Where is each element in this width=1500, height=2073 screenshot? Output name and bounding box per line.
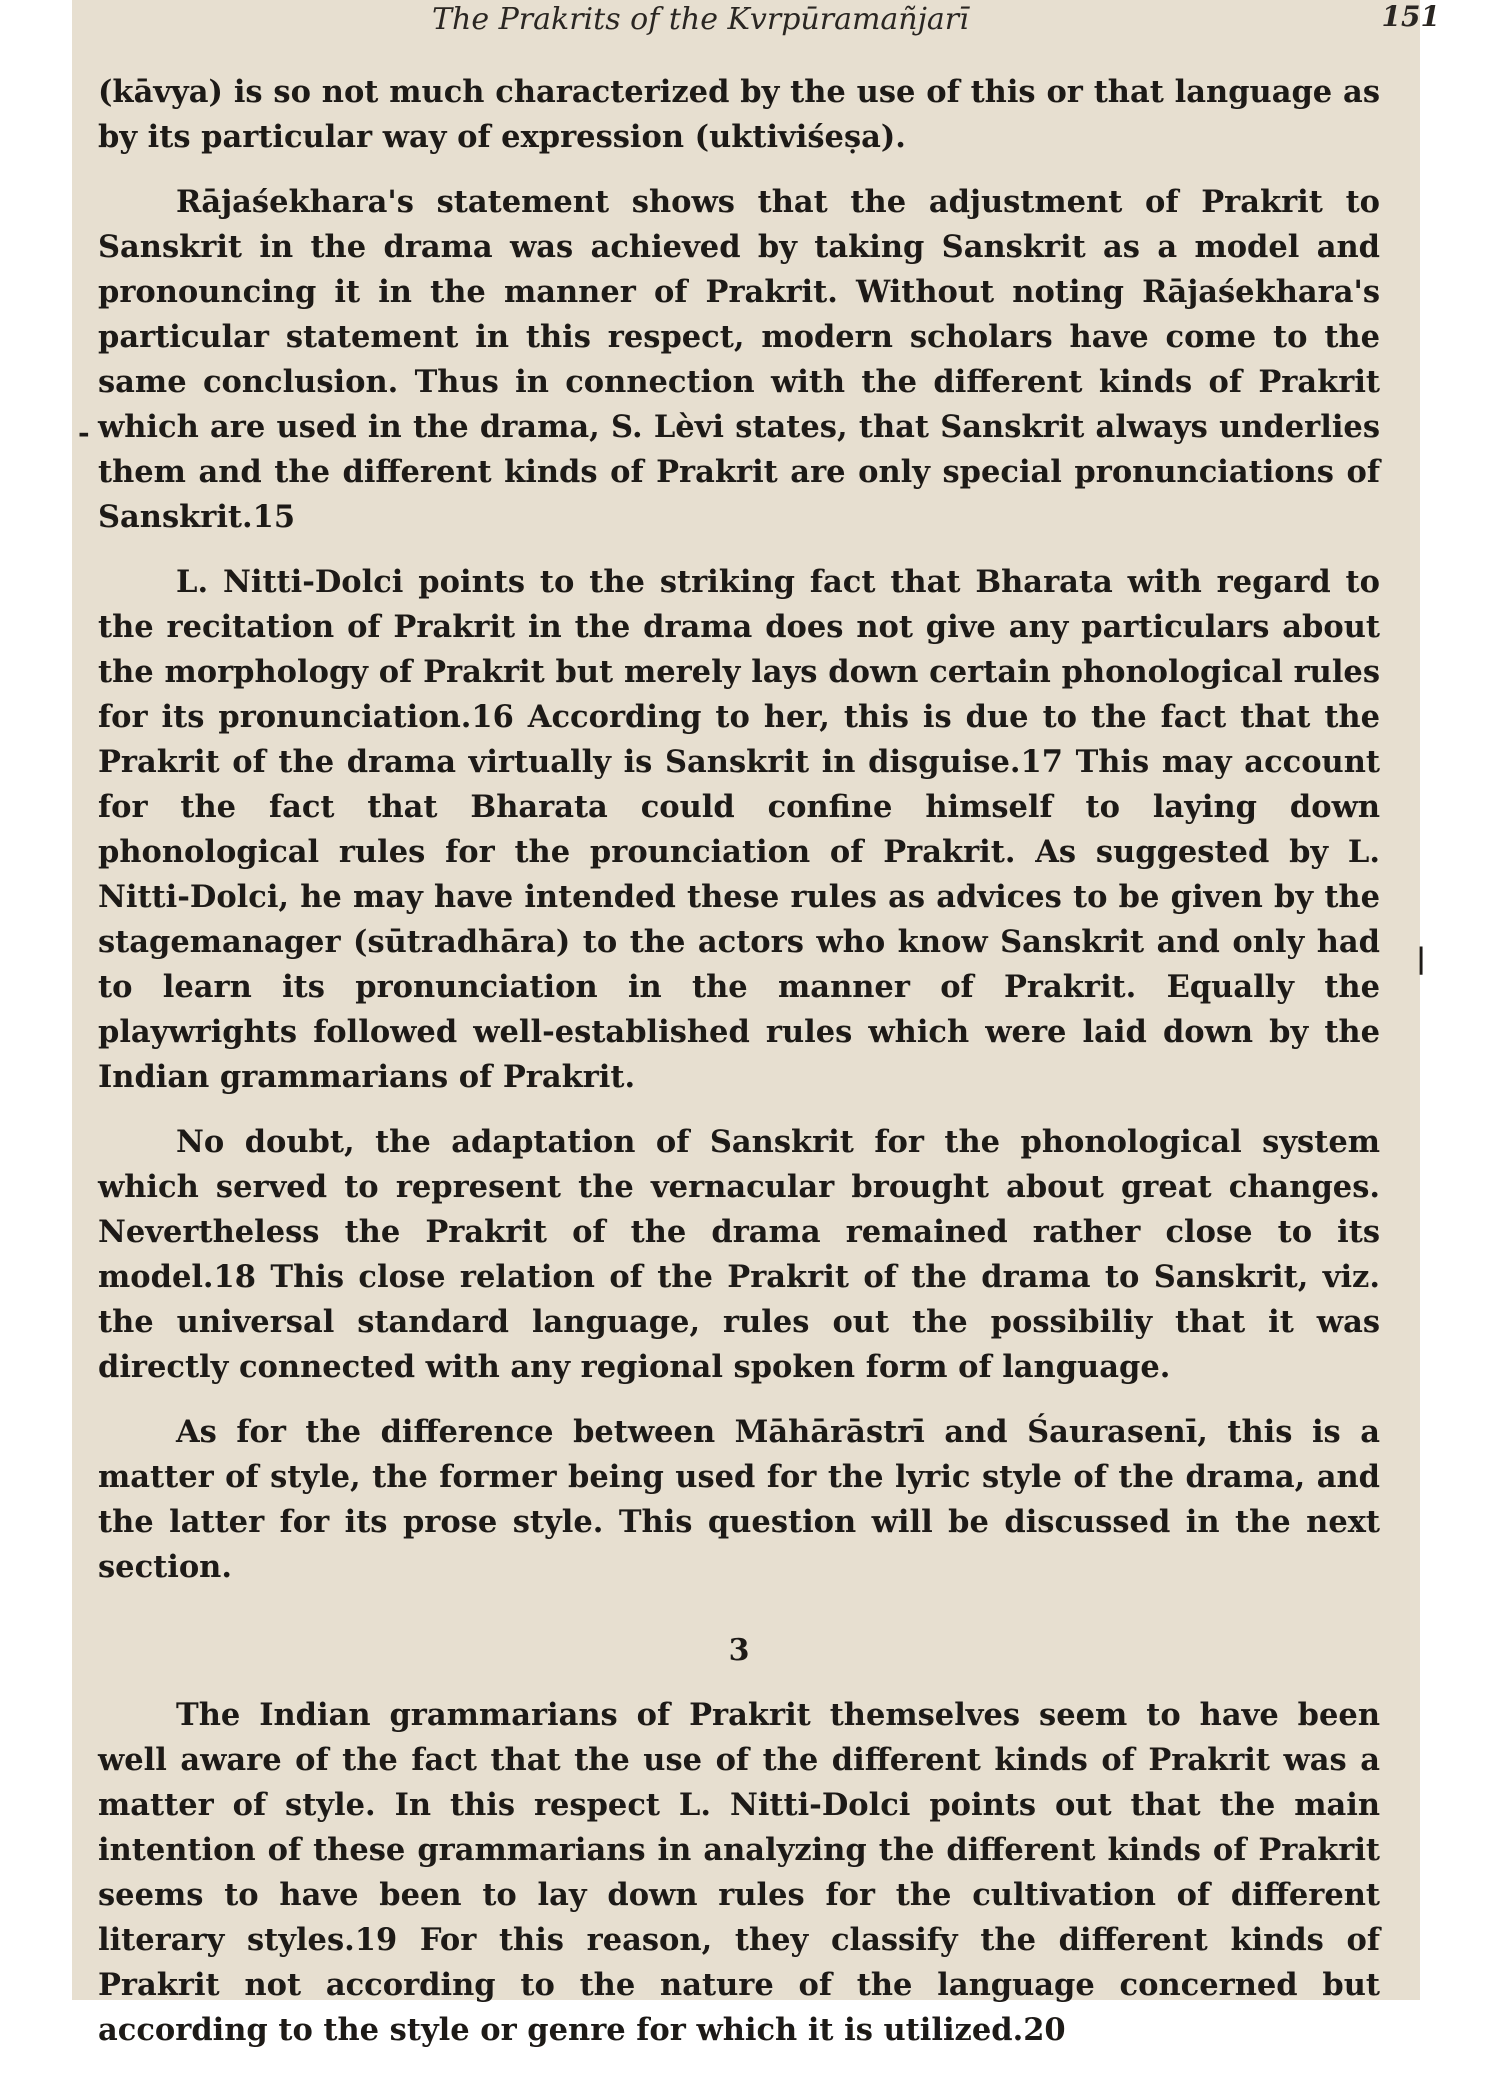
paragraph: As for the difference between Māhārāstrī and Śaurasenī, this is a matter of style, the former being used for the lyric style of the drama, and the latter for its prose style. This question will be discussed in the next section. bbox=[98, 1414, 1380, 1585]
page-number: 151 bbox=[1381, 0, 1440, 33]
paragraph: L. Nitti-Dolci points to the striking fact that Bharata with regard to the recitation of Prakrit in the drama does not give any particulars about the morphology of Prakrit but merely lays down certain phonological rules for its pronunciation.16 According to her, this is due to the fact that the Prakrit of the drama virtually is Sanskrit in disguise.17 This may account for the fact that Bharata could confine himself to laying down phonological rules for the prounciation of Prakrit. As suggested by L. Nitti-Dolci, he may have intended these rules as advices to be given by the stagemanager (sūtradhāra) to the actors who know Sanskrit and only had to learn its pronunciation in the manner of Prakrit. Equally the playwrights followed well-established rules which were laid down by the Indian grammarians of Prakrit. bbox=[98, 564, 1380, 1095]
page-header bbox=[72, 0, 1500, 60]
paragraph-continued: (kāvya) is so not much characterized by the use of this or that language as by its particular way of expression (uktiviśeṣa). bbox=[98, 74, 1380, 155]
paragraph: The Indian grammarians of Prakrit themselves seem to have been well aware of the fact that the use of the different kinds of Prakrit was a matter of style. In this respect L. Nitti-Dolci points out that the main intention of these grammarians in analyzing the different kinds of Prakrit seems to have been to lay down rules for the cultivation of different literary styles.19 For this reason, they classify the different kinds of Prakrit not according to the nature of the language concerned but according to the style or genre for which it is utilized.20 bbox=[98, 1697, 1380, 2048]
body-text bbox=[98, 70, 1380, 2073]
running-title: The Prakrits of the Kvrpūramañjarī bbox=[432, 2, 969, 37]
margin-bracket: | bbox=[1416, 942, 1427, 975]
margin-tick: - bbox=[78, 416, 90, 449]
paragraph: Rājaśekhara's statement shows that the adjustment of Prakrit to Sanskrit in the drama was achieved by taking Sanskrit as a model and pronouncing it in the manner of Prakrit. Without noting Rājaśekhara's particular statement in this respect, modern scholars have come to the same conclusion. Thus in connection with the different kinds of Prakrit which are used in the drama, S. Lèvi states, that Sanskrit always underlies them and the different kinds of Prakrit are only special pronunciations of Sanskrit.15 bbox=[98, 184, 1380, 535]
section-number: 3 bbox=[728, 1633, 750, 1668]
paragraph: No doubt, the adaptation of Sanskrit for the phonological system which served to represent the vernacular brought about great changes. Nevertheless the Prakrit of the drama remained rather close to its model.18 This close relation of the Prakrit of the drama to Sanskrit, viz. the universal standard language, rules out the possibiliy that it was directly connected with any regional spoken form of language. bbox=[98, 1124, 1380, 1385]
